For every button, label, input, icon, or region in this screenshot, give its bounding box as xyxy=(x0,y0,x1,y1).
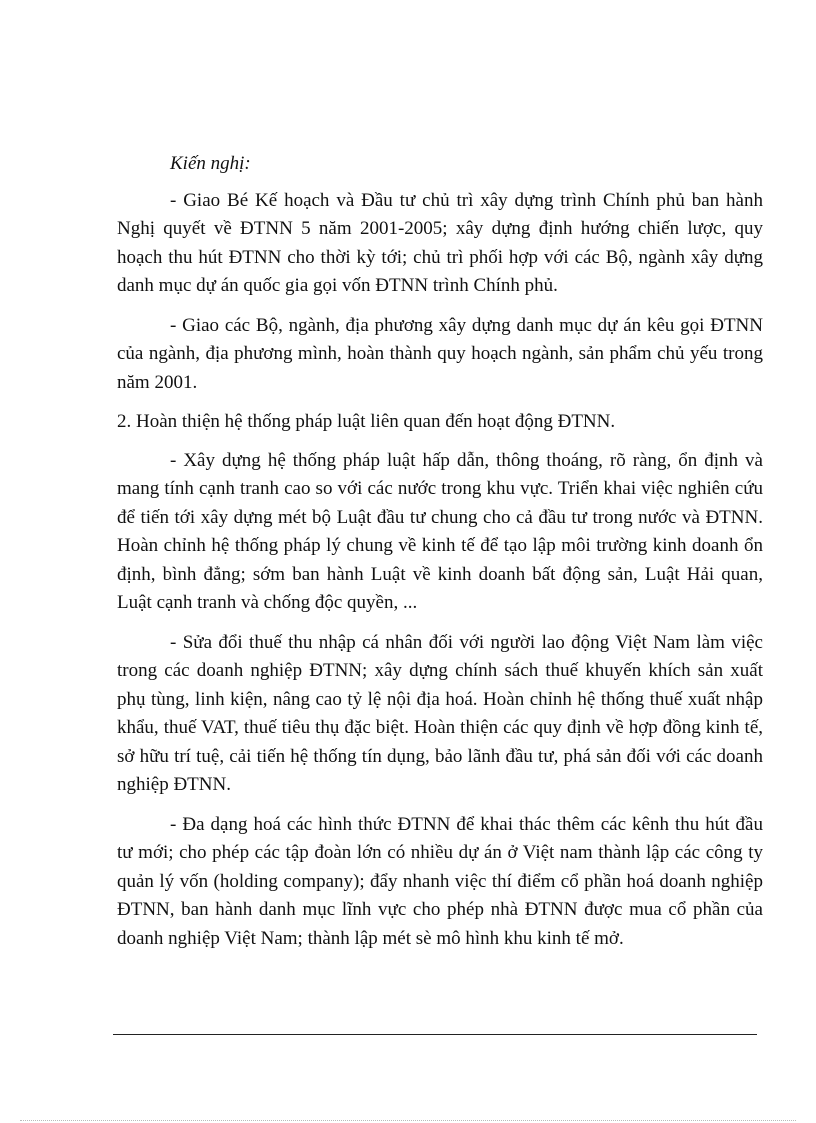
recommendations-heading: Kiến nghị: xyxy=(170,153,251,174)
document-body xyxy=(117,150,763,964)
page-bottom-dotted-border xyxy=(20,1120,796,1121)
paragraph-recommendation-1: - Giao Bé Kế hoạch và Đầu tư chủ trì xây dựng trình Chính phủ ban hành Nghị quyết về ĐTNN 5 năm 2001-2005; xây dựng định hướng chiến lược, quy hoạch thu hút ĐTNN cho thời kỳ tới; chủ trì phối hợp với các Bộ, ngành xây dựng danh mục dự án quốc gia gọi vốn ĐTNN trình Chính phủ. xyxy=(117,189,763,296)
paragraph-recommendation-2: - Giao các Bộ, ngành, địa phương xây dựng danh mục dự án kêu gọi ĐTNN của ngành, địa phương mình, hoàn thành quy hoạch ngành, sản phẩm chủ yếu trong năm 2001. xyxy=(117,314,763,393)
paragraph-tax-policy: - Sửa đổi thuế thu nhập cá nhân đối với người lao động Việt Nam làm việc trong các doanh nghiệp ĐTNN; xây dựng chính sách thuế khuyến khích sản xuất phụ tùng, linh kiện, nâng cao tỷ lệ nội địa hoá. Hoàn chỉnh hệ thống thuế xuất nhập khẩu, thuế VAT, thuế tiêu thụ đặc biệt. Hoàn thiện các quy định về hợp đồng kinh tế, sở hữu trí tuệ, cải tiến hệ thống tín dụng, bảo lãnh đầu tư, phá sản đối với các doanh nghiệp ĐTNN. xyxy=(117,631,763,795)
paragraph-investment-forms: - Đa dạng hoá các hình thức ĐTNN để khai thác thêm các kênh thu hút đầu tư mới; cho phép các tập đoàn lớn có nhiều dự án ở Việt nam thành lập các công ty quản lý vốn (holding company); đẩy nhanh việc thí điểm cổ phần hoá doanh nghiệp ĐTNN, ban hành danh mục lĩnh vực cho phép nhà ĐTNN được mua cổ phần của doanh nghiệp Việt Nam; thành lập mét sè mô hình khu kinh tế mở. xyxy=(117,813,763,949)
footer-rule xyxy=(113,1034,757,1035)
section-heading-legal-system: 2. Hoàn thiện hệ thống pháp luật liên quan đến hoạt động ĐTNN. xyxy=(117,411,616,432)
paragraph-legal-framework: - Xây dựng hệ thống pháp luật hấp dẫn, thông thoáng, rõ ràng, ổn định và mang tính cạnh tranh cao so với các nước trong khu vực. Triển khai việc nghiên cứu để tiến tới xây dựng mét bộ Luật đầu tư chung cho cả đầu tư trong nước và ĐTNN. Hoàn chỉnh hệ thống pháp lý chung về kinh tế để tạo lập môi trường kinh doanh ổn định, bình đẳng; sớm ban hành Luật về kinh doanh bất động sản, Luật Hải quan, Luật cạnh tranh và chống độc quyền, ... xyxy=(117,449,763,613)
